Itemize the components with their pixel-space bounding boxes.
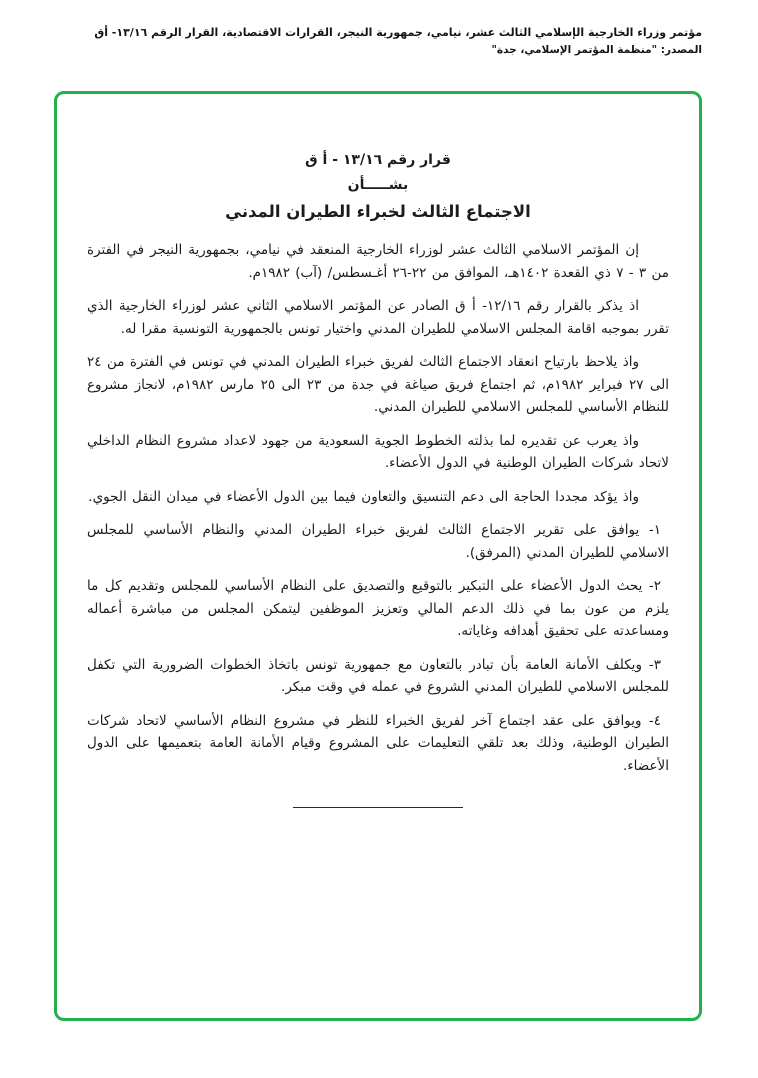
resolution-item-4: ٤- ويوافق على عقد اجتماع آخر لفريق الخبراء للنظر في مشروع النظام الأساسي لاتحاد شركات الطيران الوطنية، وذلك بعد تلقي التعليمات على المشروع وقيام الأمانة العامة بتعميمها على الدول الأعضاء.: [87, 712, 669, 774]
document-body: [57, 94, 699, 808]
document-header: [0, 0, 758, 56]
resolution-item-3: ٣- ويكلف الأمانة العامة بأن تبادر بالتعاون مع جمهورية تونس باتخاذ الخطوات الضرورية التي تكفل للمجلس الاسلامي للطيران المدني الشروع في عمله في وقت مبكر.: [87, 656, 669, 695]
end-divider: [293, 807, 463, 808]
resolution-item-1: ١- يوافق على تقرير الاجتماع الثالث لفريق خبراء الطيران المدني والنظام الأساسي للمجلس الاسلامي للطيران المدني (المرفق).: [87, 522, 669, 561]
resolution-subject: الاجتماع الثالث لخبراء الطيران المدني: [225, 202, 531, 221]
resolution-number: قرار رقم ١٣/١٦ - أ ق: [305, 152, 451, 168]
preamble-paragraph-4: واذ يعرب عن تقديره لما بذلته الخطوط الجوية السعودية من جهود لاعداد مشروع النظام الداخلي لاتحاد شركات الطيران الوطنية في الدول الأعضاء.: [87, 432, 669, 471]
preamble-paragraph-3: واذ يلاحظ بارتياح انعقاد الاجتماع الثالث لفريق خبراء الطيران المدني في تونس في الفترة من ٢٤ الى ٢٧ فبراير ١٩٨٢م، ثم اجتماع فريق صياغة في جدة من ٢٣ الى ٢٥ مارس ١٩٨٢م، لانجاز مشروع للنظام الأساسي للمجلس الاسلامي للطيران المدني.: [87, 354, 669, 415]
header-source: المصدر: "منظمة المؤتمر الإسلامي، جدة": [491, 44, 702, 56]
title-block: [87, 152, 669, 221]
header-citation: مؤتمر وزراء الخارجية الإسلامي الثالث عشر، نيامي، جمهورية النيجر، القرارات الاقتصادية، القرار الرقم ١٣/١٦- أق: [94, 26, 702, 39]
preamble-paragraph-5: واذ يؤكد مجددا الحاجة الى دعم التنسيق والتعاون فيما بين الدول الأعضاء في ميدان النقل الجوي.: [88, 488, 639, 505]
resolution-text: [87, 239, 669, 808]
preamble-paragraph-1: إن المؤتمر الاسلامي الثالث عشر لوزراء الخارجية المنعقد في نيامي، بجمهورية النيجر في الفترة من ٣ - ٧ ذي القعدة ١٤٠٢هـ، الموافق من ٢٢-٢٦ أغـسطس/ (آب) ١٩٨٢م.: [87, 242, 669, 281]
preamble-paragraph-2: اذ يذكر بالقرار رقم ١٢/١٦- أ ق الصادر عن المؤتمر الاسلامي الثاني عشر لوزراء الخارجية الذي تقرر بموجبه اقامة المجلس الاسلامي للطيران المدني واختيار تونس بالجمهورية التونسية مقرا له.: [87, 298, 669, 337]
document-frame: [54, 91, 702, 1021]
resolution-item-2: ٢- يحث الدول الأعضاء على التبكير بالتوقيع والتصديق على النظام الأساسي للمجلس وتقديم كل ما يلزم من عون بما في ذلك الدعم المالي وتعزيز الموظفين ليتمكن المجلس من مباشرة أعماله ومساعدته على تحقيق أهدافه وغاياته.: [87, 578, 669, 639]
regarding-label: بشـــــأن: [347, 177, 409, 193]
